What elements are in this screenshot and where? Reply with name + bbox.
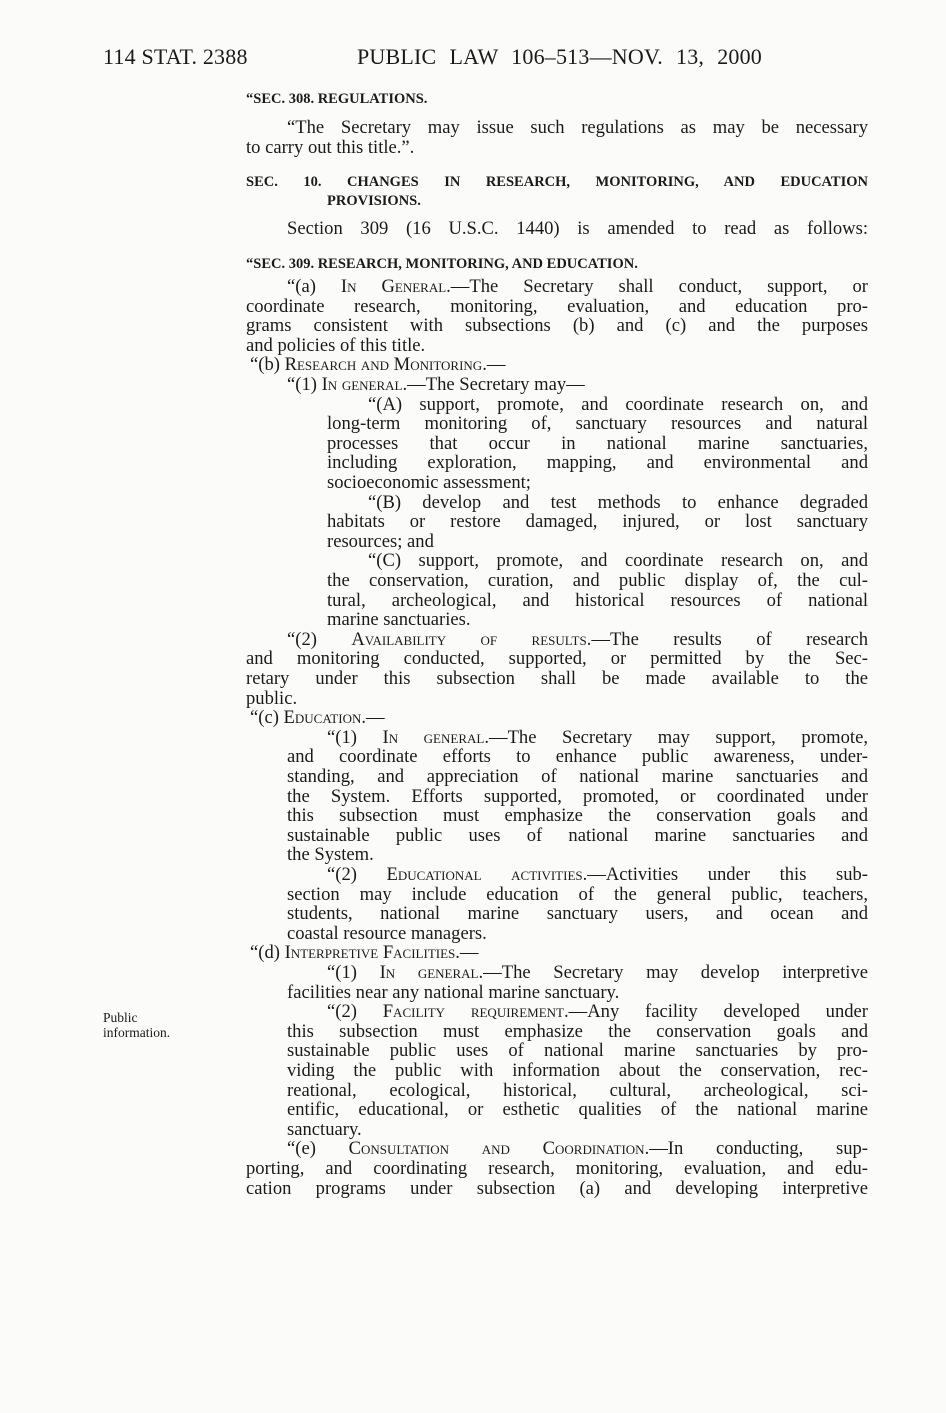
subsection-caption: Facility requirement [382, 1001, 564, 1023]
text-line: public. [246, 687, 298, 709]
subsection-caption: In general [382, 726, 485, 748]
text-line: “(2) Facility requirement.—Any facility developed under [327, 1001, 868, 1023]
text-line: coordinate research, monitoring, evaluation, and education pro- [246, 295, 868, 317]
subsection-caption: Research and Monitoring [284, 354, 483, 376]
text-line: grams consistent with subsections (b) and (c) and the purposes [246, 315, 868, 337]
section-308-text-line: “The Secretary may issue such regulations as may be necessary [287, 117, 868, 138]
text-line: “(C) support, promote, and coordinate research on, and [368, 550, 868, 572]
text-line: and coordinate efforts to enhance public awareness, under- [287, 746, 868, 768]
text-line: “(2) Educational activities.—Activities under this sub- [327, 864, 868, 885]
section-309-body [0, 277, 946, 1207]
text-line: viding the public with information about the conservation, rec- [287, 1060, 868, 1081]
text-line: reational, ecological, historical, cultural, archeological, sci- [287, 1079, 868, 1101]
subsection-caption: In General [340, 276, 447, 297]
text-line: students, national marine sanctuary users, and ocean and [287, 903, 868, 925]
text-line: facilities near any national marine sanctuary. [287, 981, 620, 1003]
text-line: porting, and coordinating research, monitoring, evaluation, and edu- [246, 1158, 868, 1179]
text-line: “(1) In general.—The Secretary may develop interpretive [327, 962, 868, 983]
text-line: section may include education of the general public, teachers, [287, 883, 868, 905]
text-line: “(A) support, promote, and coordinate research on, and [368, 393, 868, 415]
text-line: sustainable public uses of national marine sanctuaries and [287, 824, 868, 846]
text-line: this subsection must emphasize the conservation goals and [287, 1020, 868, 1042]
text-line: “(2) Availability of results.—The results of research [287, 628, 869, 650]
text-line: the System. [287, 844, 374, 866]
text-line: “(c) Education.— [250, 707, 385, 729]
text-line: habitats or restore damaged, injured, or lost sanctuary [327, 511, 868, 533]
text-line: entific, educational, or esthetic qualities of the national marine [287, 1099, 868, 1121]
text-line: the System. Efforts supported, promoted, or coordinated under [287, 785, 868, 807]
subsection-caption: In general [321, 374, 403, 395]
text-line: including exploration, mapping, and environmental and [327, 452, 868, 474]
section-10-heading-cont: PROVISIONS. [327, 193, 421, 209]
text-line: and policies of this title. [246, 334, 426, 356]
text-line: and monitoring conducted, supported, or permitted by the Sec- [246, 648, 868, 670]
text-line: “(a) In General.—The Secretary shall conduct, support, or [287, 276, 868, 297]
text-line: this subsection must emphasize the conservation goals and [287, 805, 868, 827]
subsection-caption: Availability of results [351, 628, 587, 650]
subsection-caption: Consultation and Coordination [348, 1138, 645, 1160]
section-308-text-line: to carry out this title.”. [246, 137, 415, 158]
subsection-caption: Educational activities [386, 864, 583, 885]
text-line: the conservation, curation, and public display of, the cul- [327, 570, 868, 591]
subsection-caption: In general [379, 962, 479, 983]
text-line: sanctuary. [287, 1118, 362, 1140]
text-line: sustainable public uses of national marine sanctuaries by pro- [287, 1040, 868, 1062]
text-line: “(1) In general.—The Secretary may support, promote, [327, 726, 869, 748]
text-line: tural, archeological, and historical resources of national [327, 589, 868, 611]
margin-note-line: information. [103, 1025, 171, 1040]
section-309-heading: “SEC. 309. RESEARCH, MONITORING, AND EDUCATION. [246, 256, 638, 272]
margin-note [103, 1010, 170, 1040]
section-308-heading: “SEC. 308. REGULATIONS. [246, 91, 428, 107]
running-title: PUBLIC LAW 106–513—NOV. 13, 2000 [357, 44, 762, 69]
text-line: “(d) Interpretive Facilities.— [250, 942, 479, 964]
text-line: cation programs under subsection (a) and developing interpretive [246, 1177, 868, 1199]
page-reference: 114 STAT. 2388 [103, 44, 248, 69]
text-line: coastal resource managers. [287, 922, 487, 944]
text-line: retary under this subsection shall be made available to the [246, 668, 868, 689]
text-line: resources; and [327, 530, 434, 552]
text-line: processes that occur in national marine sanctuaries, [327, 432, 868, 454]
text-line: socioeconomic assessment; [327, 472, 531, 493]
subsection-caption: Interpretive Facilities [284, 942, 456, 964]
section-10-intro: Section 309 (16 U.S.C. 1440) is amended to read as follows: [287, 218, 868, 239]
text-line: standing, and appreciation of national marine sanctuaries and [287, 766, 868, 787]
text-line: “(e) Consultation and Coordination.—In conducting, sup- [287, 1138, 868, 1160]
text-line: “(b) Research and Monitoring.— [250, 354, 506, 376]
text-line: long-term monitoring of, sanctuary resources and natural [327, 413, 868, 435]
text-line: “(1) In general.—The Secretary may— [287, 374, 585, 395]
text-line: “(B) develop and test methods to enhance degraded [368, 491, 868, 513]
margin-note-line: Public [103, 1010, 138, 1025]
section-10-heading: SEC. 10. CHANGES IN RESEARCH, MONITORING, AND EDUCATION [246, 174, 868, 190]
text-line: marine sanctuaries. [327, 609, 471, 631]
subsection-caption: Education [283, 707, 362, 729]
